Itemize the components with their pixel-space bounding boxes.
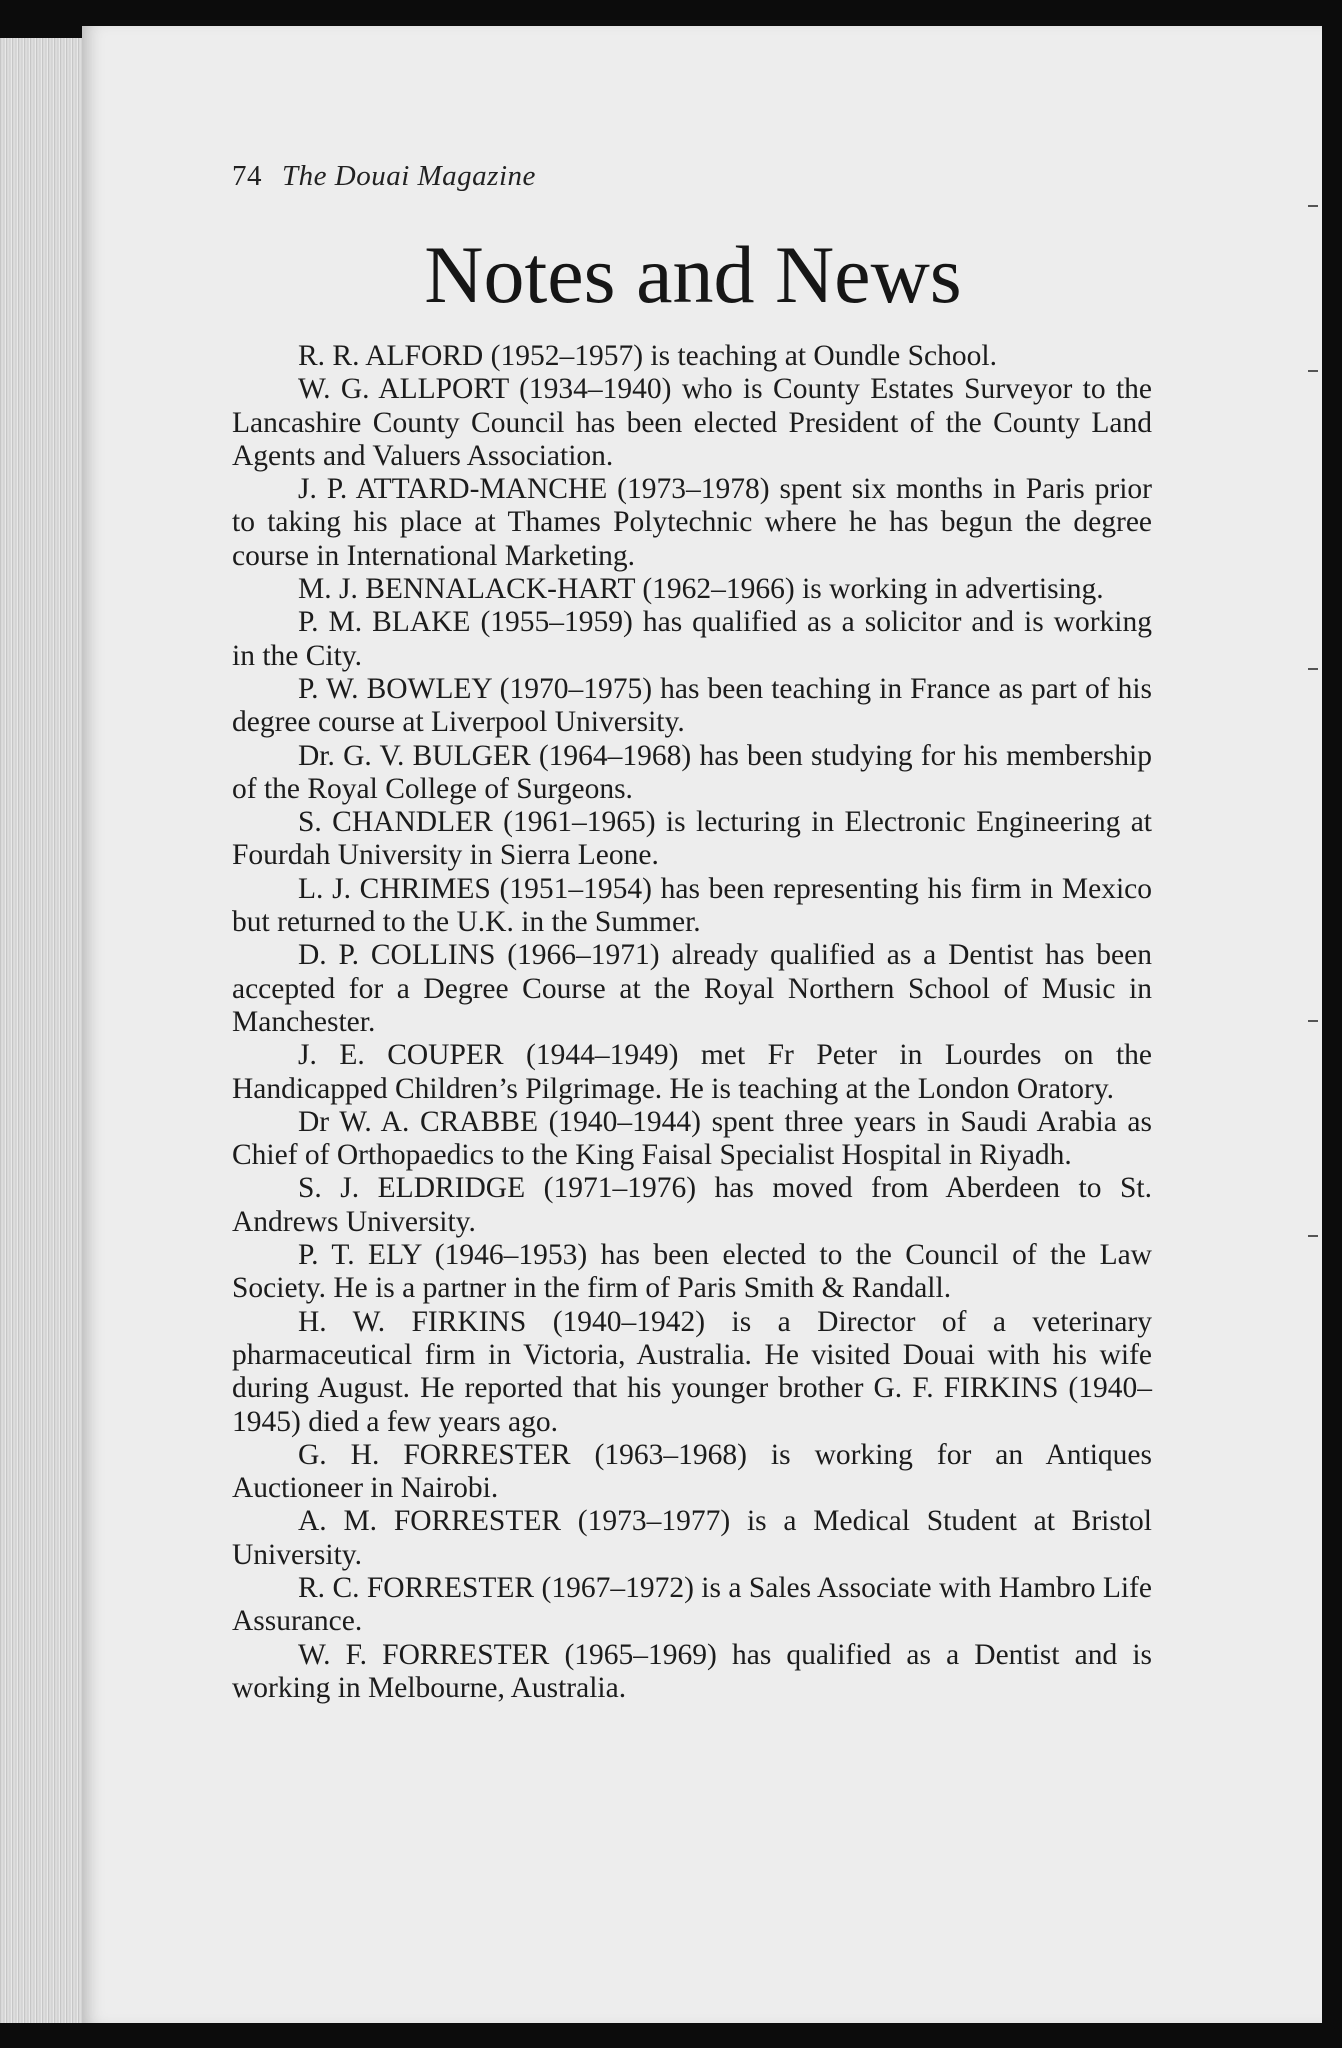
note-entry: R. R. ALFORD (1952–1957) is teaching at Oundle School. bbox=[298, 340, 997, 372]
margin-mark bbox=[1308, 1020, 1318, 1022]
note-entry: P. M. BLAKE (1955–1959) has qualified as a solicitor and is working in the City. bbox=[232, 606, 1152, 672]
margin-mark bbox=[1308, 370, 1318, 372]
note-entry: R. C. FORRESTER (1967–1972) is a Sales Associate with Hambro Life Assurance. bbox=[232, 1571, 1152, 1638]
note-entry: D. P. COLLINS (1966–1971) already qualified as a Dentist has been accepted for a Degree Course at the Royal Northern School of Music in Manchester. bbox=[232, 939, 1152, 1038]
note-entry: S. J. ELDRIDGE (1971–1976) has moved from Aberdeen to St. Andrews University. bbox=[232, 1172, 1152, 1238]
note-entry: P. T. ELY (1946–1953) has been elected to the Council of the Law Society. He is a partner in the firm of Paris Smith & Randall. bbox=[232, 1239, 1152, 1305]
page-number: 74 bbox=[232, 160, 262, 192]
margin-mark bbox=[1308, 668, 1318, 670]
section-headline: Notes and News bbox=[424, 229, 962, 320]
margin-mark bbox=[1308, 1235, 1318, 1237]
note-entry: L. J. CHRIMES (1951–1954) has been representing his firm in Mexico but returned to the U.K. in the Summer. bbox=[232, 872, 1152, 939]
page-stack-edge bbox=[0, 38, 84, 2023]
note-entry: W. G. ALLPORT (1934–1940) who is County Estates Surveyor to the Lancashire County Council has been elected President of the County Land Agents and Valuers Association. bbox=[232, 373, 1152, 472]
note-entry: W. F. FORRESTER (1965–1969) has qualified as a Dentist and is working in Melbourne, Australia. bbox=[232, 1638, 1152, 1704]
page-right-edge bbox=[1322, 26, 1342, 2023]
note-entry: Dr. G. V. BULGER (1964–1968) has been studying for his membership of the Royal College of Surgeons. bbox=[232, 739, 1152, 805]
magazine-title: The Douai Magazine bbox=[282, 160, 536, 192]
running-head bbox=[232, 160, 536, 193]
note-entry: S. CHANDLER (1961–1965) is lecturing in Electronic Engineering at Fourdah University in Sierra Leone. bbox=[232, 806, 1152, 872]
note-entry: Dr W. A. CRABBE (1940–1944) spent three years in Saudi Arabia as Chief of Orthopaedics to the King Faisal Specialist Hospital in Riyadh. bbox=[232, 1105, 1152, 1172]
note-entry: P. W. BOWLEY (1970–1975) has been teaching in France as part of his degree course at Liverpool University. bbox=[232, 672, 1152, 739]
note-entry: J. E. COUPER (1944–1949) met Fr Peter in Lourdes on the Handicapped Children’s Pilgrimage. He is teaching at the London Oratory. bbox=[232, 1039, 1152, 1105]
note-entry: A. M. FORRESTER (1973–1977) is a Medical Student at Bristol University. bbox=[232, 1505, 1152, 1571]
margin-mark bbox=[1308, 205, 1318, 207]
note-entry: H. W. FIRKINS (1940–1942) is a Director of a veterinary pharmaceutical firm in Victoria, Australia. He visited Douai with his wife during August. He reported that his younger brother G. F. FIRKINS (1940–1945) died a few years ago. bbox=[232, 1305, 1152, 1438]
note-entry: J. P. ATTARD-MANCHE (1973–1978) spent six months in Paris prior to taking his place at Thames Polytechnic where he has begun the degree course in International Marketing. bbox=[232, 473, 1152, 572]
note-entry: M. J. BENNALACK-HART (1962–1966) is working in advertising. bbox=[298, 573, 1104, 606]
notes-list bbox=[232, 340, 1152, 1705]
note-entry: G. H. FORRESTER (1963–1968) is working for an Antiques Auctioneer in Nairobi. bbox=[232, 1438, 1152, 1505]
